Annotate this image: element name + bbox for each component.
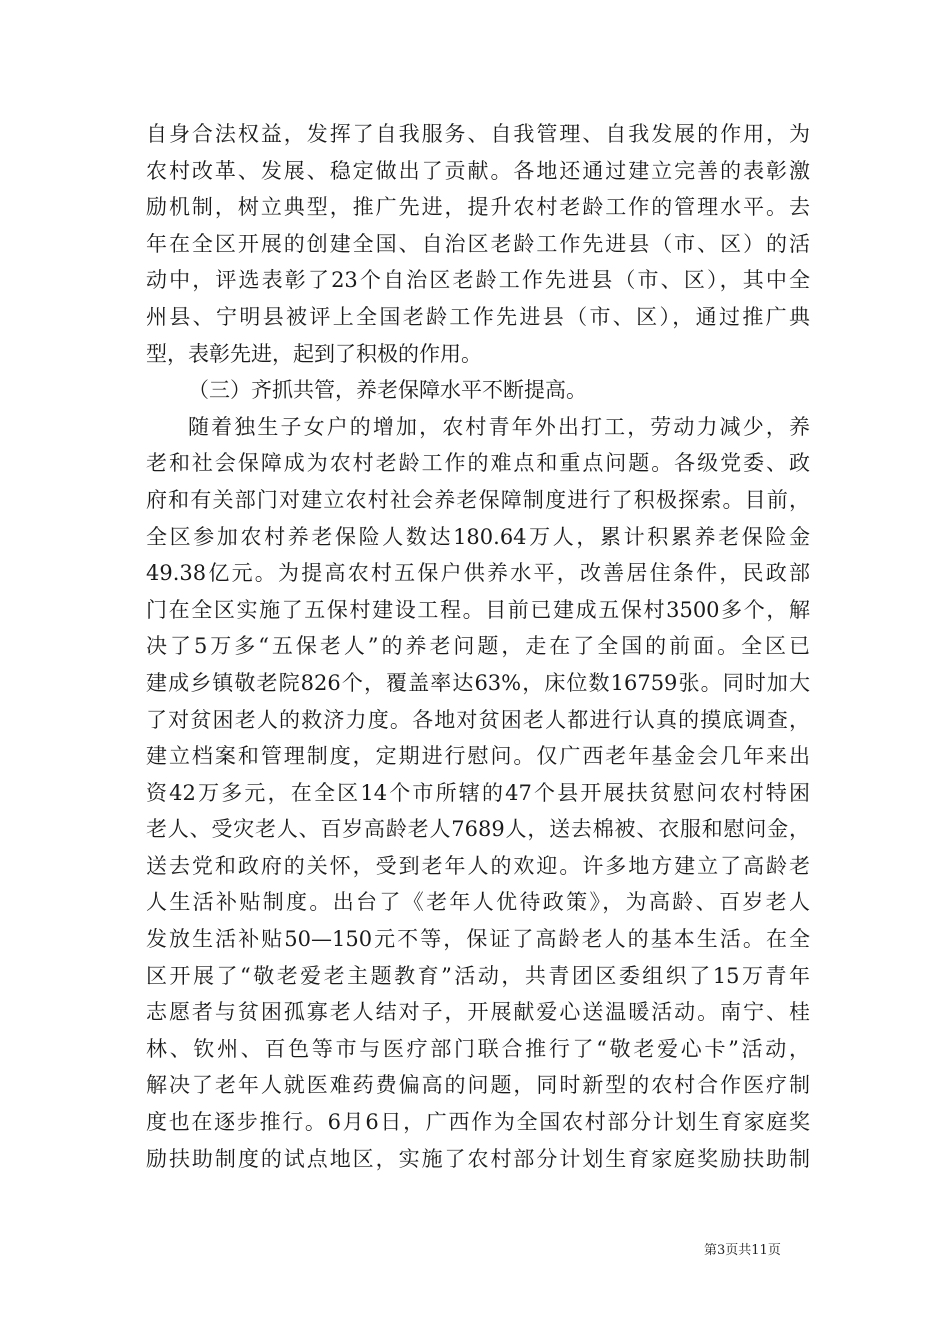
text-line: 励机制，树立典型，推广先进，提升农村老龄工作的管理水平。去 [146,195,810,220]
section-heading: （三）齐抓共管，养老保障水平不断提高。 [188,378,587,403]
text-line: 全区参加农村养老保险人数达180.64万人，累计积累养老保险金 [146,524,810,549]
text-line: 资42万多元，在全区14个市所辖的47个县开展扶贫慰问农村特困 [146,780,810,805]
text-line: 建成乡镇敬老院826个，覆盖率达63%，床位数16759张。同时加大 [146,670,810,695]
text-line: 农村改革、发展、稳定做出了贡献。各地还通过建立完善的表彰激 [146,158,810,183]
text-line: 发放生活补贴50—150元不等，保证了高龄老人的基本生活。在全 [146,927,810,952]
text-line: 了对贫困老人的救济力度。各地对贫困老人都进行认真的摸底调查， [146,707,810,732]
body-text [146,116,810,1177]
text-line: 府和有关部门对建立农村社会养老保障制度进行了积极探索。目前， [146,487,810,512]
text-line: 励扶助制度的试点地区，实施了农村部分计划生育家庭奖励扶助制 [146,1146,810,1171]
text-line: 动中，评选表彰了23个自治区老龄工作先进县（市、区），其中全 [146,268,810,293]
text-line: 自身合法权益，发挥了自我服务、自我管理、自我发展的作用，为 [146,122,810,146]
text-line: 建立档案和管理制度，定期进行慰问。仅广西老年基金会几年来出 [146,744,810,769]
text-line: 49.38亿元。为提高农村五保户供养水平，改善居住条件，民政部 [146,561,810,586]
text-line: 型，表彰先进，起到了积极的作用。 [146,341,482,366]
text-line: 州县、宁明县被评上全国老龄工作先进县（市、区），通过推广典 [146,304,810,329]
text-line: 决了5万多“五保老人”的养老问题，走在了全国的前面。全区已 [146,634,810,659]
text-line: 老人、受灾老人、百岁高龄老人7689人，送去棉被、衣服和慰问金， [146,817,810,842]
text-line: 度也在逐步推行。6月6日，广西作为全国农村部分计划生育家庭奖 [146,1110,810,1135]
text-line: 区开展了“敬老爱老主题教育”活动，共青团区委组织了15万青年 [146,963,810,988]
text-line: 人生活补贴制度。出台了《老年人优待政策》，为高龄、百岁老人 [146,890,810,915]
text-line: 门在全区实施了五保村建设工程。目前已建成五保村3500多个，解 [146,597,810,622]
text-line: 年在全区开展的创建全国、自治区老龄工作先进县（市、区）的活 [146,231,810,256]
text-line: 解决了老年人就医难药费偏高的问题，同时新型的农村合作医疗制 [146,1073,810,1098]
text-line: 送去党和政府的关怀，受到老年人的欢迎。许多地方建立了高龄老 [146,853,810,878]
text-line: 随着独生子女户的增加，农村青年外出打工，劳动力减少，养 [188,414,810,439]
page-number: 第3页共11页 [704,1243,781,1258]
text-line: 老和社会保障成为农村老龄工作的难点和重点问题。各级党委、政 [146,451,810,476]
text-line: 林、钦州、百色等市与医疗部门联合推行了“敬老爱心卡”活动， [146,1036,810,1061]
text-line: 志愿者与贫困孤寡老人结对子，开展献爱心送温暖活动。南宁、桂 [146,1000,810,1025]
